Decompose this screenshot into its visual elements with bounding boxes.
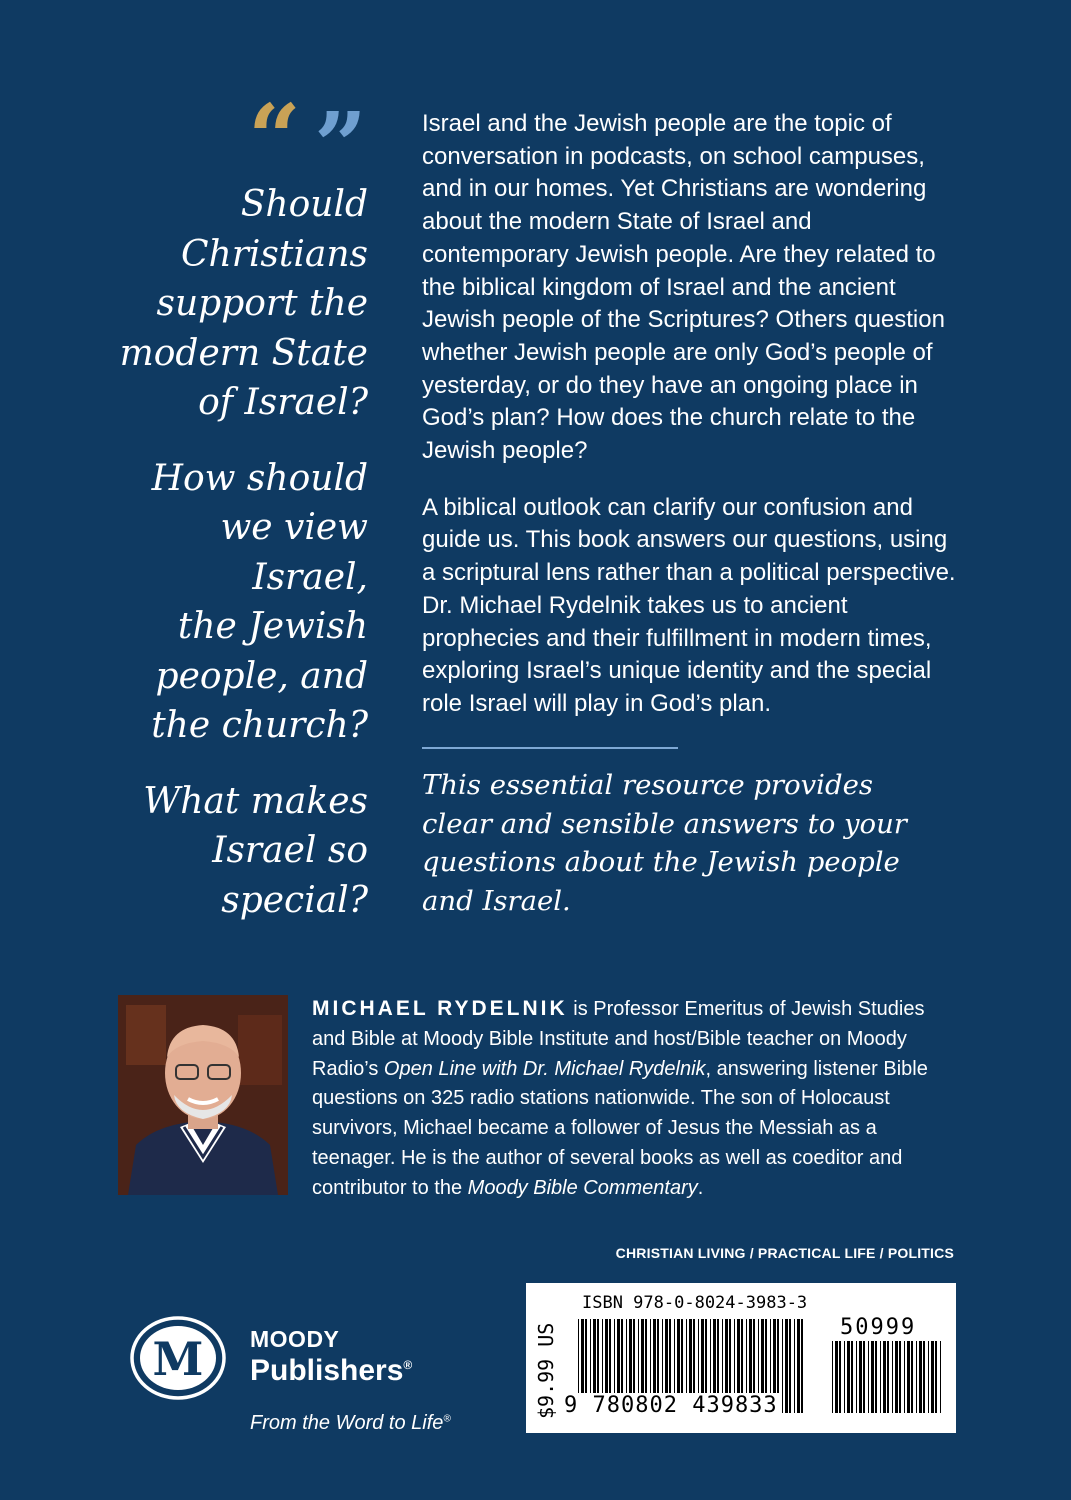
barcode-bar [856, 1341, 857, 1413]
barcode-bar [892, 1341, 893, 1413]
slogan-registered-mark: ® [443, 1413, 451, 1425]
slogan-text: From the Word to Life [250, 1412, 444, 1434]
question-2: How should we view Israel, the Jewish people, and the church? [151, 457, 368, 746]
barcode-bar [871, 1341, 874, 1413]
barcode-bar [844, 1341, 845, 1413]
price: $9.99 US [534, 1322, 558, 1419]
addon-barcode-icon [832, 1341, 944, 1413]
barcode-bar [931, 1341, 934, 1413]
author-name: MICHAEL RYDELNIK [312, 997, 568, 1020]
publisher-slogan [250, 1412, 451, 1435]
barcode-bar [847, 1341, 850, 1413]
barcode-bar [935, 1341, 937, 1413]
barcode-bar [940, 1341, 941, 1413]
barcode-bar [801, 1319, 803, 1413]
publisher-name-line-1: MOODY [250, 1326, 340, 1352]
bio-text-3: . [697, 1176, 704, 1199]
bio-text-1: is Professor Emeritus of Jewish Studies and Bible at Moody Bible Institute and host/Bible teacher on Moody Radio’s [312, 998, 925, 1080]
radio-program-title: Open Line with Dr. Michael Rydelnik [383, 1057, 706, 1080]
category-label: CHRISTIAN LIVING / PRACTICAL LIFE / POLITICS [615, 1245, 954, 1261]
barcode-bar [928, 1341, 929, 1413]
publisher-name-line-2 [250, 1354, 412, 1388]
barcode-bar [785, 1319, 788, 1413]
close-quote-icon: ” [314, 92, 367, 200]
author-portrait-icon [118, 995, 288, 1195]
barcode-bar [794, 1319, 795, 1413]
barcode-box [526, 1283, 956, 1433]
barcode-bar [883, 1341, 886, 1413]
open-quote-icon: “ [248, 84, 301, 192]
barcode-bar [859, 1341, 862, 1413]
barcode-bar [839, 1341, 841, 1413]
barcode-bar [851, 1341, 853, 1413]
isbn: ISBN 978-0-8024-3983-3 [582, 1293, 808, 1313]
barcode-bar [782, 1319, 783, 1413]
question-1: Should Christians support the modern State of Israel? [119, 184, 368, 423]
barcode-bar [835, 1341, 838, 1413]
barcode-bar [880, 1341, 881, 1413]
barcode-bar [907, 1341, 910, 1413]
barcode-bar [887, 1341, 889, 1413]
logo-letter: M [152, 1332, 204, 1386]
publisher-name: Publishers [250, 1354, 404, 1387]
author-photo [118, 995, 288, 1195]
moody-logo-icon [128, 1315, 228, 1401]
divider [422, 747, 678, 749]
barcode-digits: 9 780802 439833 [564, 1393, 778, 1418]
tagline: This essential resource provides clear and sensible answers to your questions about the Jewish people and Israel. [422, 769, 907, 917]
quote-marks-icon [248, 84, 378, 200]
question-3: What makes Israel so special? [143, 780, 368, 921]
barcode-bar [919, 1341, 922, 1413]
barcode-bar [923, 1341, 925, 1413]
barcode-bar [911, 1341, 913, 1413]
bio-text-2: , answering listener Bible questions on 325 radio stations nationwide. The son of Holocaust survivors, Michael became a follower of Jesus the Messiah as a teenager. He is the author of several books as well as coeditor and contributor to the [312, 1057, 928, 1199]
registered-mark: ® [403, 1358, 413, 1372]
barcode-bar [895, 1341, 898, 1413]
barcode-bar [832, 1341, 833, 1413]
description-paragraph-2: A biblical outlook can clarify our confusion and guide us. This book answers our questions, using a scriptural lens rather than a political perspective. Dr. Michael Rydelnik takes us to ancient prophecies and their fulfillment in modern times, exploring Israel’s unique identity and the special role Israel will play in God’s plan. [422, 493, 956, 717]
author-bio [312, 994, 952, 1204]
addon-digits: 50999 [840, 1315, 917, 1340]
description-paragraph-1: Israel and the Jewish people are the topic of conversation in podcasts, on school campuses, and in our homes. Yet Christians are wondering about the modern State of Israel and contemporary Jewish people. Are they related to the biblical kingdom of Israel and the ancient Jewish people of the Scriptures? Others question whether Jewish people are only God’s people of yesterday, or do they have an ongoing place in God’s plan? How does the church relate to the Jewish people? [422, 110, 945, 465]
barcode-bar [789, 1319, 791, 1413]
barcode-bar [875, 1341, 877, 1413]
commentary-title: Moody Bible Commentary [467, 1176, 698, 1199]
description [422, 108, 962, 745]
barcode-bar [899, 1341, 901, 1413]
barcode-bar [904, 1341, 905, 1413]
barcode-bar [797, 1319, 800, 1413]
barcode-bar [868, 1341, 869, 1413]
barcode-bar [863, 1341, 865, 1413]
pull-questions [100, 180, 368, 951]
barcode-bar [916, 1341, 917, 1413]
